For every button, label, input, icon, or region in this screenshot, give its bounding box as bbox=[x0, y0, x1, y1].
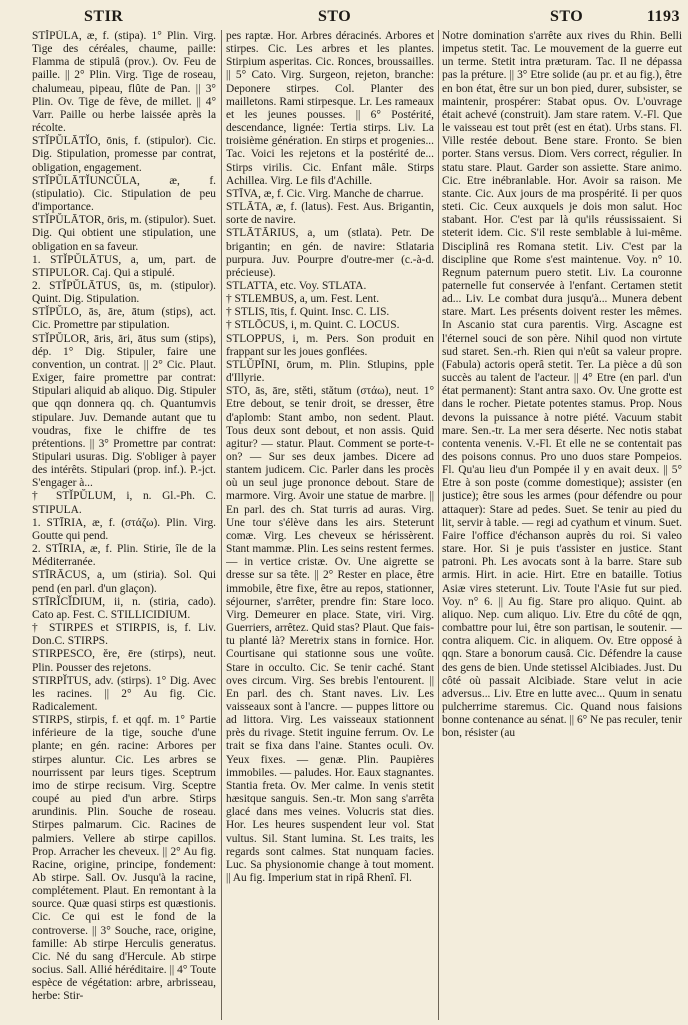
dictionary-entry: 2. STĪRIA, æ, f. Plin. Stirie, île de la Méditerranée. bbox=[32, 543, 216, 569]
dictionary-entry: † STĬPŬLUM, i, n. Gl.-Ph. C. STIPULA. bbox=[32, 490, 216, 516]
dictionary-entry: STIRPS, stirpis, f. et qqf. m. 1° Partie inférieure de la tige, souche d'une plante; en gén. racine: Arbores per stirpes aluntur. Cic. Les arbres se nourrissent par leurs tiges. Sceptrum imo de stirpe recisum. Virg. Sceptre coupé au pied d'un arbre. Stirps arundinis. Plin. Souche de roseau. Stirpes palmarum. Cic. Racines de palmiers. Vellere ab stirpe capillos. Prop. Arracher les cheveux. || 2° Au fig. Racine, origine, principe, fondement: Ab stirpe. Sall. Ov. Jusqu'à la racine, complétement. Plaut. En remontant à la source. Quæ quasi stirps est quæstionis. Cic. Ce qui est le fond de la controverse. || 3° Souche, race, origine, famille: Ab stirpe Herculis generatus. Cic. Né du sang d'Hercule. Ab stirpe socius. Sall. Allié héréditaire. || 4° Toute espèce de végétation: arbre, arbrisseau, herbe: Stir- bbox=[32, 714, 216, 1003]
dictionary-entry: STĬPŬLĀTOR, ōris, m. (stipulor). Suet. Dig. Qui obtient une stipulation, une obligation en sa faveur. bbox=[32, 214, 216, 253]
dictionary-entry: STLŬPĪNI, ōrum, m. Plin. Stlupins, pple d'Illyrie. bbox=[226, 358, 434, 385]
dictionary-entry: STĪRĬCĬDIUM, ii, n. (stiria, cado). Cato ap. Fest. C. STILLICIDIUM. bbox=[32, 595, 216, 621]
dictionary-entry: STĬPŬLO, ās, āre, ātum (stips), act. Cic. Promettre par stipulation. bbox=[32, 306, 216, 332]
header-center-guide-word: STO bbox=[318, 8, 352, 25]
dictionary-entry: 2. STĬPŬLĀTUS, ūs, m. (stipulor). Quint. Dig. Stipulation. bbox=[32, 279, 216, 306]
dictionary-entry: STLĀTA, æ, f. (latus). Fest. Aus. Brigantin, sorte de navire. bbox=[226, 201, 434, 227]
dictionary-entry: STĪVA, æ, f. Cic. Virg. Manche de charrue. bbox=[226, 187, 424, 200]
dictionary-entry: STĪRĀCUS, a, um (stiria). Sol. Qui pend (en parl. d'un glaçon). bbox=[32, 569, 216, 595]
dictionary-entry: pes raptæ. Hor. Arbres déracinés. Arbores et stirpes. Cic. Les arbres et les plantes. Stirpium asperitas. Cic. Ronces, broussailles. || 5° Cato. Virg. Surgeon, rejeton, branche: Deponere stirpes. Col. Planter des mailletons. Rami stirpesque. Lr. Les rameaux et les jeunes pousses. || 6° Postérité, descendance, lignée: Tertia stirps. Liv. La troisième génération. En stirps et progenies... Tac. Voici les rejetons et la postérité de... Stirps virilis. Cic. Enfant mâle. Stirps Achillea. Virg. Le fils d'Achille. bbox=[226, 30, 434, 187]
dictionary-entry: STO, ās, āre, stĕti, stătum (στάω), neut. 1° Etre debout, se tenir droit, se dresser, être d'aplomb: Stant ambo, non sedent. Plaut. Tous deux sont debout, et non assis. Quid agitur? — statur. Plaut. Comment se porte-t-on? — Sur ses deux jambes. Dicere ad stantem judicem. Cic. Parler dans les procès où un seul juge prononce debout. Stare de marmore. Virg. Avoir une statue de marbre. || En parl. des ch. Stat turris ad auras. Virg. Une tour s'élève dans les airs. Steterunt comæ. Virg. Les cheveux se hérissèrent. Stant mammæ. Plin. Les seins restent fermes. — in vertice cristæ. Ov. Une aigrette se dresse sur sa tête. || 2° Rester en place, être immobile, être fixe, être au repos, stationner, séjourner, s'arrêter, prendre fin: Stare loco. Virg. Demeurer en place. State, viri. Virg. Guerriers, arrêtez. Quid stas? Plaut. Que fais-tu planté là? Meretrix stans in fornice. Hor. Courtisane qui stationne sous une voûte. Stare in occulto. Cic. Se tenir caché. Stant oves circum. Virg. Ses brebis l'entourent. || En parl. des ch. Stant naves. Liv. Les vaisseaux sont à l'ancre. — puppes littore ou ad littora. Virg. Les vaisseaux stationnent près du rivage. Stetit inguine ferrum. Ov. Le trait se fixa dans l'aine. Stantes oculi. Ov. Yeux fixes. — genæ. Plin. Paupières immobiles. — paludes. Hor. Eaux stagnantes. Stantia freta. Ov. Mer calme. In venis stetit hæsitque sanguis. Sen.-tr. Mon sang s'arrêta glacé dans mes veines. Volucris stat dies. Hor. Les heures suspendent leur vol. Stat vultus. Sil. Stant lumina. St. Les traits, les regards sont calmes. Stat nunquam facies. Luc. Sa physionomie change à tout moment. || Au fig. Imperium stat in ripâ Rhenî. Fl. bbox=[226, 385, 434, 884]
dictionary-entry: † STLŌCUS, i, m. Quint. C. LOCUS. bbox=[226, 319, 400, 332]
dictionary-entry: STĬPŬLĀTĬO, ōnis, f. (stipulor). Cic. Dig. Stipulation, promesse par contrat, obligation, engagement. bbox=[32, 135, 216, 174]
dictionary-entry: STĬPŬLOR, āris, āri, ātus sum (stips), dép. 1° Dig. Stipuler, faire une convention, un contrat. || 2° Cic. Plaut. Exiger, faire promettre par contrat: Stipulari aliquid ab aliquo. Dig. Stipuler que qqn donnera qq. ch. Quantumvis stipulare. Juv. Demande autant que tu voudras, fixe le chiffre de tes prétentions. || 3° Promettre par contrat: Stipulari usuras. Dig. S'obliger à payer des intérêts. Stipulari (prop. inf.). P.-jct. S'engager à... bbox=[32, 332, 216, 490]
page-header bbox=[28, 8, 680, 30]
page-number: 1193 bbox=[646, 8, 680, 25]
header-right-guide-word: STO bbox=[550, 8, 584, 25]
dictionary-entry: 1. STĪRIA, æ, f. (στάζω). Plin. Virg. Goutte qui pend. bbox=[32, 516, 216, 542]
column-3 bbox=[442, 30, 682, 1020]
column-2 bbox=[226, 30, 434, 1020]
column-divider bbox=[438, 30, 439, 1020]
dictionary-entry: † STLIS, ītis, f. Quint. Insc. C. LIS. bbox=[226, 306, 390, 319]
dictionary-entry: STLĀTĀRIUS, a, um (stlata). Petr. De brigantin; en gén. de navire: Stlataria purpura. Juv. Pourpre d'outre-mer (c.-à-d. précieuse). bbox=[226, 227, 434, 279]
header-left-guide-word: STIR bbox=[84, 8, 124, 25]
dictionary-entry: STIRPĬTUS, adv. (stirps). 1° Dig. Avec les racines. || 2° Au fig. Cic. Radicalement. bbox=[32, 674, 216, 713]
dictionary-entry: † STLEMBUS, a, um. Fest. Lent. bbox=[226, 293, 380, 306]
dictionary-entry: STLOPPUS, i, m. Pers. Son produit en frappant sur les joues gonflées. bbox=[226, 332, 434, 358]
dictionary-entry: STLATTA, etc. Voy. STLATA. bbox=[226, 279, 367, 292]
dictionary-entry: † STIRPES et STIRPIS, is, f. Liv. Don.C. STIRPS. bbox=[32, 622, 216, 648]
dictionary-entry: STIRPESCO, ĕre, ēre (stirps), neut. Plin. Pousser des rejetons. bbox=[32, 648, 216, 674]
dictionary-entry: STĬPŬLĀTĬUNCŬLA, æ, f. (stipulatio). Cic. Stipulation de peu d'importance. bbox=[32, 174, 216, 214]
dictionary-entry: 1. STĬPŬLĀTUS, a, um, part. de STIPULOR. Caj. Qui a stipulé. bbox=[32, 253, 216, 279]
column-1 bbox=[32, 30, 216, 1020]
dictionary-entry: Notre domination s'arrête aux rives du Rhin. Belli impetus stetit. Tac. Le mouvement de la guerre eut un terme. Stetit intra præturam. Tac. Il ne dépassa pas la préture. || 3° Etre solide (au pr. et au fig.), être en bon état, être sur un bon pied, durer, subsister, se maintenir, prospérer: Stabat opus. Ov. L'ouvrage était achevé (construit). Jam stare ratem. V.-Fl. Que le vaisseau est tout prêt (est en état). Urbs stans. Fl. Ville restée debout. Bene stare. Fronto. Se bien porter. Stans versus. Diom. Vers correct, régulier. In statu stare. Plaut. Garder son assiette. Stare animo. Cic. Etre inébranlable. Hor. Avoir sa raison. Me stante. Cic. Aux jours de ma prospérité. Ii per quos steti. Cic. Ceux auxquels je dois mon salut. Hoc stabant. Hor. C'est par là qu'ils réussissaient. Si steterit idem. Cic. S'il reste semblable à lui-même. Disciplinâ res Romana stetit. Liv. C'est par la discipline que Rome s'est maintenue. Voy. n° 10. Regnum paternum puero stetit. Liv. La couronne paternelle fut conservée à l'enfant. Certamen stetit ad... Liv. Le combat dura jusqu'à... Munera debent stare. Mart. Les présents doivent rester les mêmes. In Ascanio stat cura parentis. Virg. Ascagne est l'éternel souci de son père. Nihil quod non virtute sud staret. Sen.-rh. Rien qui n'eût sa valeur propre. (Fabula) actoris operâ stetit. Ter. La pièce a dû son succès au talent de l'acteur. || 4° Etre (en parl. d'un état permanent): Stant antra saxo. Ov. Une grotte est dans le rocher. Pietate potentes stamus. Prop. Nous devons la puissance à notre piété. Vacuum stabit mare. Sen.-tr. La mer sera déserte. Nec notis stabat contenta venenis. V.-Fl. Et elle ne se contentait pas des poisons connus. Pro uno duos stare Pompeios. Fl. Qu'au lieu d'un Pompée il y en avait deux. || 5° Etre à son poste (comme domestique); assister (en justice); être sous les armes (pour défendre ou pour attaquer): Stare ad pedes. Suet. Se tenir au pied du lit, servir à table. — regi ad cyathum et vinum. Suet. Faire l'office d'échanson auprès du roi. Si valeo stare. Hor. Si je puis t'assister en justice. Stant patroni. Ph. Les avocats sont à la barre. Stare sub armis. Hirt. in acie. Hirt. Etre en bataille. Totius Asiæ vires steterunt. Liv. Toute l'Asie fut sur pied. Voy. n° 6. || Au fig. Stare pro aliquo. Quint. ab aliquo. Nep. cum aliquo. Liv. Etre du côté de qqn, combattre pour lui, être son partisan, le soutenir. — contra aliquem. Cic. in aliquem. Ov. Etre opposé à qqn. Stare a bonorum causâ. Cic. Défendre la cause des gens de bien. Unde stetissel Alcibiades. Just. Du côté où passait Alcibiade. Stare velut in acie adversus... Liv. Etre en lutte avec... Quum in senatu pulcherrime staremus. Cic. Quand nous faisions bonne contenance au sénat. || 6° Ne pas reculer, tenir bon, résister (au bbox=[442, 30, 682, 740]
dictionary-entry: STĬPŬLA, æ, f. (stipa). 1° Plin. Virg. Tige des céréales, chaume, paille: Flamma de stipulâ (prov.). Ov. Feu de paille. || 2° Plin. Virg. Tige de roseau, chalumeau, pipeau, flûte de Pan. || 3° Plin. Ov. Tige de fève, de millet. || 4° Varr. Paille ou herbe laissée après la récolte. bbox=[32, 30, 216, 135]
column-divider bbox=[221, 30, 222, 1020]
